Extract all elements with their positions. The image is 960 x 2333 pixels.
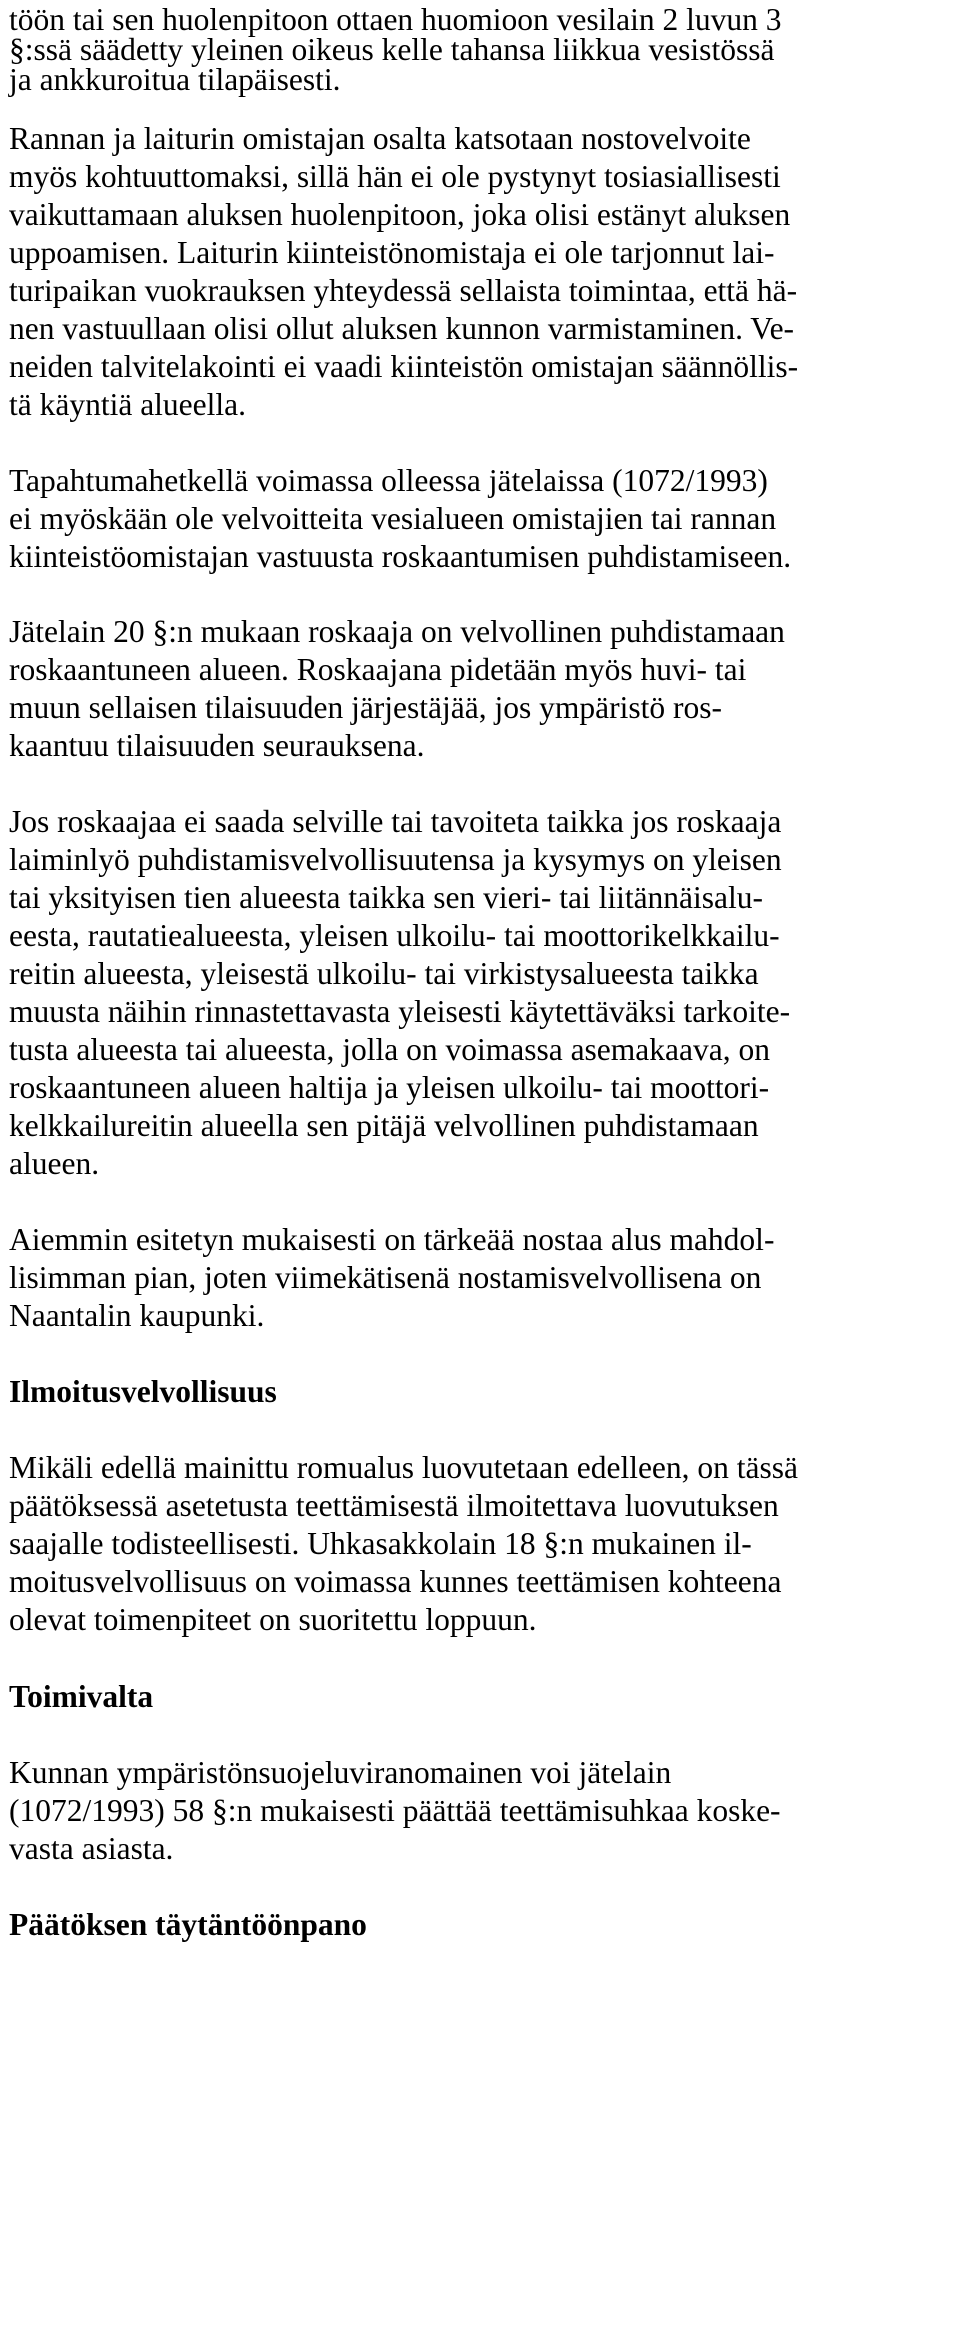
text-line: saajalle todisteellisesti. Uhkasakkolain 18 §:n mukainen il-: [9, 1526, 752, 1561]
text-line: olevat toimenpiteet on suoritettu loppuun.: [9, 1602, 537, 1637]
text-line: uppoamisen. Laiturin kiinteistönomistaja ei ole tarjonnut lai-: [9, 235, 775, 270]
text-line: nen vastuullaan olisi ollut aluksen kunnon varmistaminen. Ve-: [9, 311, 795, 346]
text-line: ei myöskään ole velvoitteita vesialueen omistajien tai rannan: [9, 501, 777, 536]
text-line: muun sellaisen tilaisuuden järjestäjää, jos ympäristö ros-: [9, 690, 722, 725]
text-line: tusta alueesta tai alueesta, jolla on voimassa asemakaava, on: [9, 1032, 770, 1067]
text-line: (1072/1993) 58 §:n mukaisesti päättää teettämisuhkaa koske-: [9, 1793, 781, 1828]
text-line: kiinteistöomistajan vastuusta roskaantumisen puhdistamiseen.: [9, 539, 792, 574]
text-line: eesta, rautatiealueesta, yleisen ulkoilu- tai moottorikelkkailu-: [9, 918, 780, 953]
text-line: Kunnan ympäristönsuojeluviranomainen voi jätelain: [9, 1755, 672, 1790]
text-line: neiden talvitelakointi ei vaadi kiinteistön omistajan säännöllis-: [9, 349, 799, 384]
text-line: moitusvelvollisuus on voimassa kunnes teettämisen kohteena: [9, 1564, 782, 1599]
text-line: vasta asiasta.: [9, 1831, 174, 1866]
text-line: Mikäli edellä mainittu romualus luovutetaan edelleen, on tässä: [9, 1450, 799, 1485]
text-line: alueen.: [9, 1146, 100, 1181]
text-line: päätöksessä asetetusta teettämisestä ilmoitettava luovutuksen: [9, 1488, 779, 1523]
text-line: vaikuttamaan aluksen huolenpitoon, joka olisi estänyt aluksen: [9, 197, 791, 232]
text-line: roskaantuneen alueen haltija ja yleisen ulkoilu- tai moottori-: [9, 1070, 770, 1105]
text-line: kelkkailureitin alueella sen pitäjä velvollinen puhdistamaan: [9, 1108, 759, 1143]
text-line: §:ssä säädetty yleinen oikeus kelle tahansa liikkua vesistössä: [9, 32, 775, 67]
text-line: myös kohtuuttomaksi, sillä hän ei ole pystynyt tosiasiallisesti: [9, 159, 781, 194]
text-line: roskaantuneen alueen. Roskaajana pidetään myös huvi- tai: [9, 652, 747, 687]
text-line: Tapahtumahetkellä voimassa olleessa jätelaissa (1072/1993): [9, 463, 768, 498]
text-line: Aiemmin esitetyn mukaisesti on tärkeää nostaa alus mahdol-: [9, 1222, 775, 1257]
section-heading-toimivalta: Toimivalta: [9, 1679, 154, 1714]
text-line: Naantalin kaupunki.: [9, 1298, 265, 1333]
text-line: muusta näihin rinnastettavasta yleisesti käytettäväksi tarkoite-: [9, 994, 791, 1029]
text-line: kaantuu tilaisuuden seurauksena.: [9, 728, 425, 763]
text-line: Rannan ja laiturin omistajan osalta katsotaan nostovelvoite: [9, 121, 751, 156]
section-heading-ilmoitusvelvollisuus: Ilmoitusvelvollisuus: [9, 1374, 277, 1409]
text-line: Jätelain 20 §:n mukaan roskaaja on velvollinen puhdistamaan: [9, 614, 785, 649]
text-line: Jos roskaajaa ei saada selville tai tavoiteta taikka jos roskaaja: [9, 804, 782, 839]
text-line: töön tai sen huolenpitoon ottaen huomioon vesilain 2 luvun 3: [9, 2, 782, 37]
text-line: laiminlyö puhdistamisvelvollisuutensa ja kysymys on yleisen: [9, 842, 782, 877]
text-line: tä käyntiä alueella.: [9, 387, 247, 422]
text-line: tai yksityisen tien alueesta taikka sen vieri- tai liitännäisalu-: [9, 880, 764, 915]
text-line: ja ankkuroitua tilapäisesti.: [9, 62, 341, 97]
text-line: reitin alueesta, yleisestä ulkoilu- tai virkistysalueesta taikka: [9, 956, 759, 991]
section-heading-paatoksen-taytantoonpano: Päätöksen täytäntöönpano: [9, 1907, 367, 1942]
text-line: turipaikan vuokrauksen yhteydessä sellaista toimintaa, että hä-: [9, 273, 798, 308]
text-line: lisimman pian, joten viimekätisenä nostamisvelvollisena on: [9, 1260, 762, 1295]
